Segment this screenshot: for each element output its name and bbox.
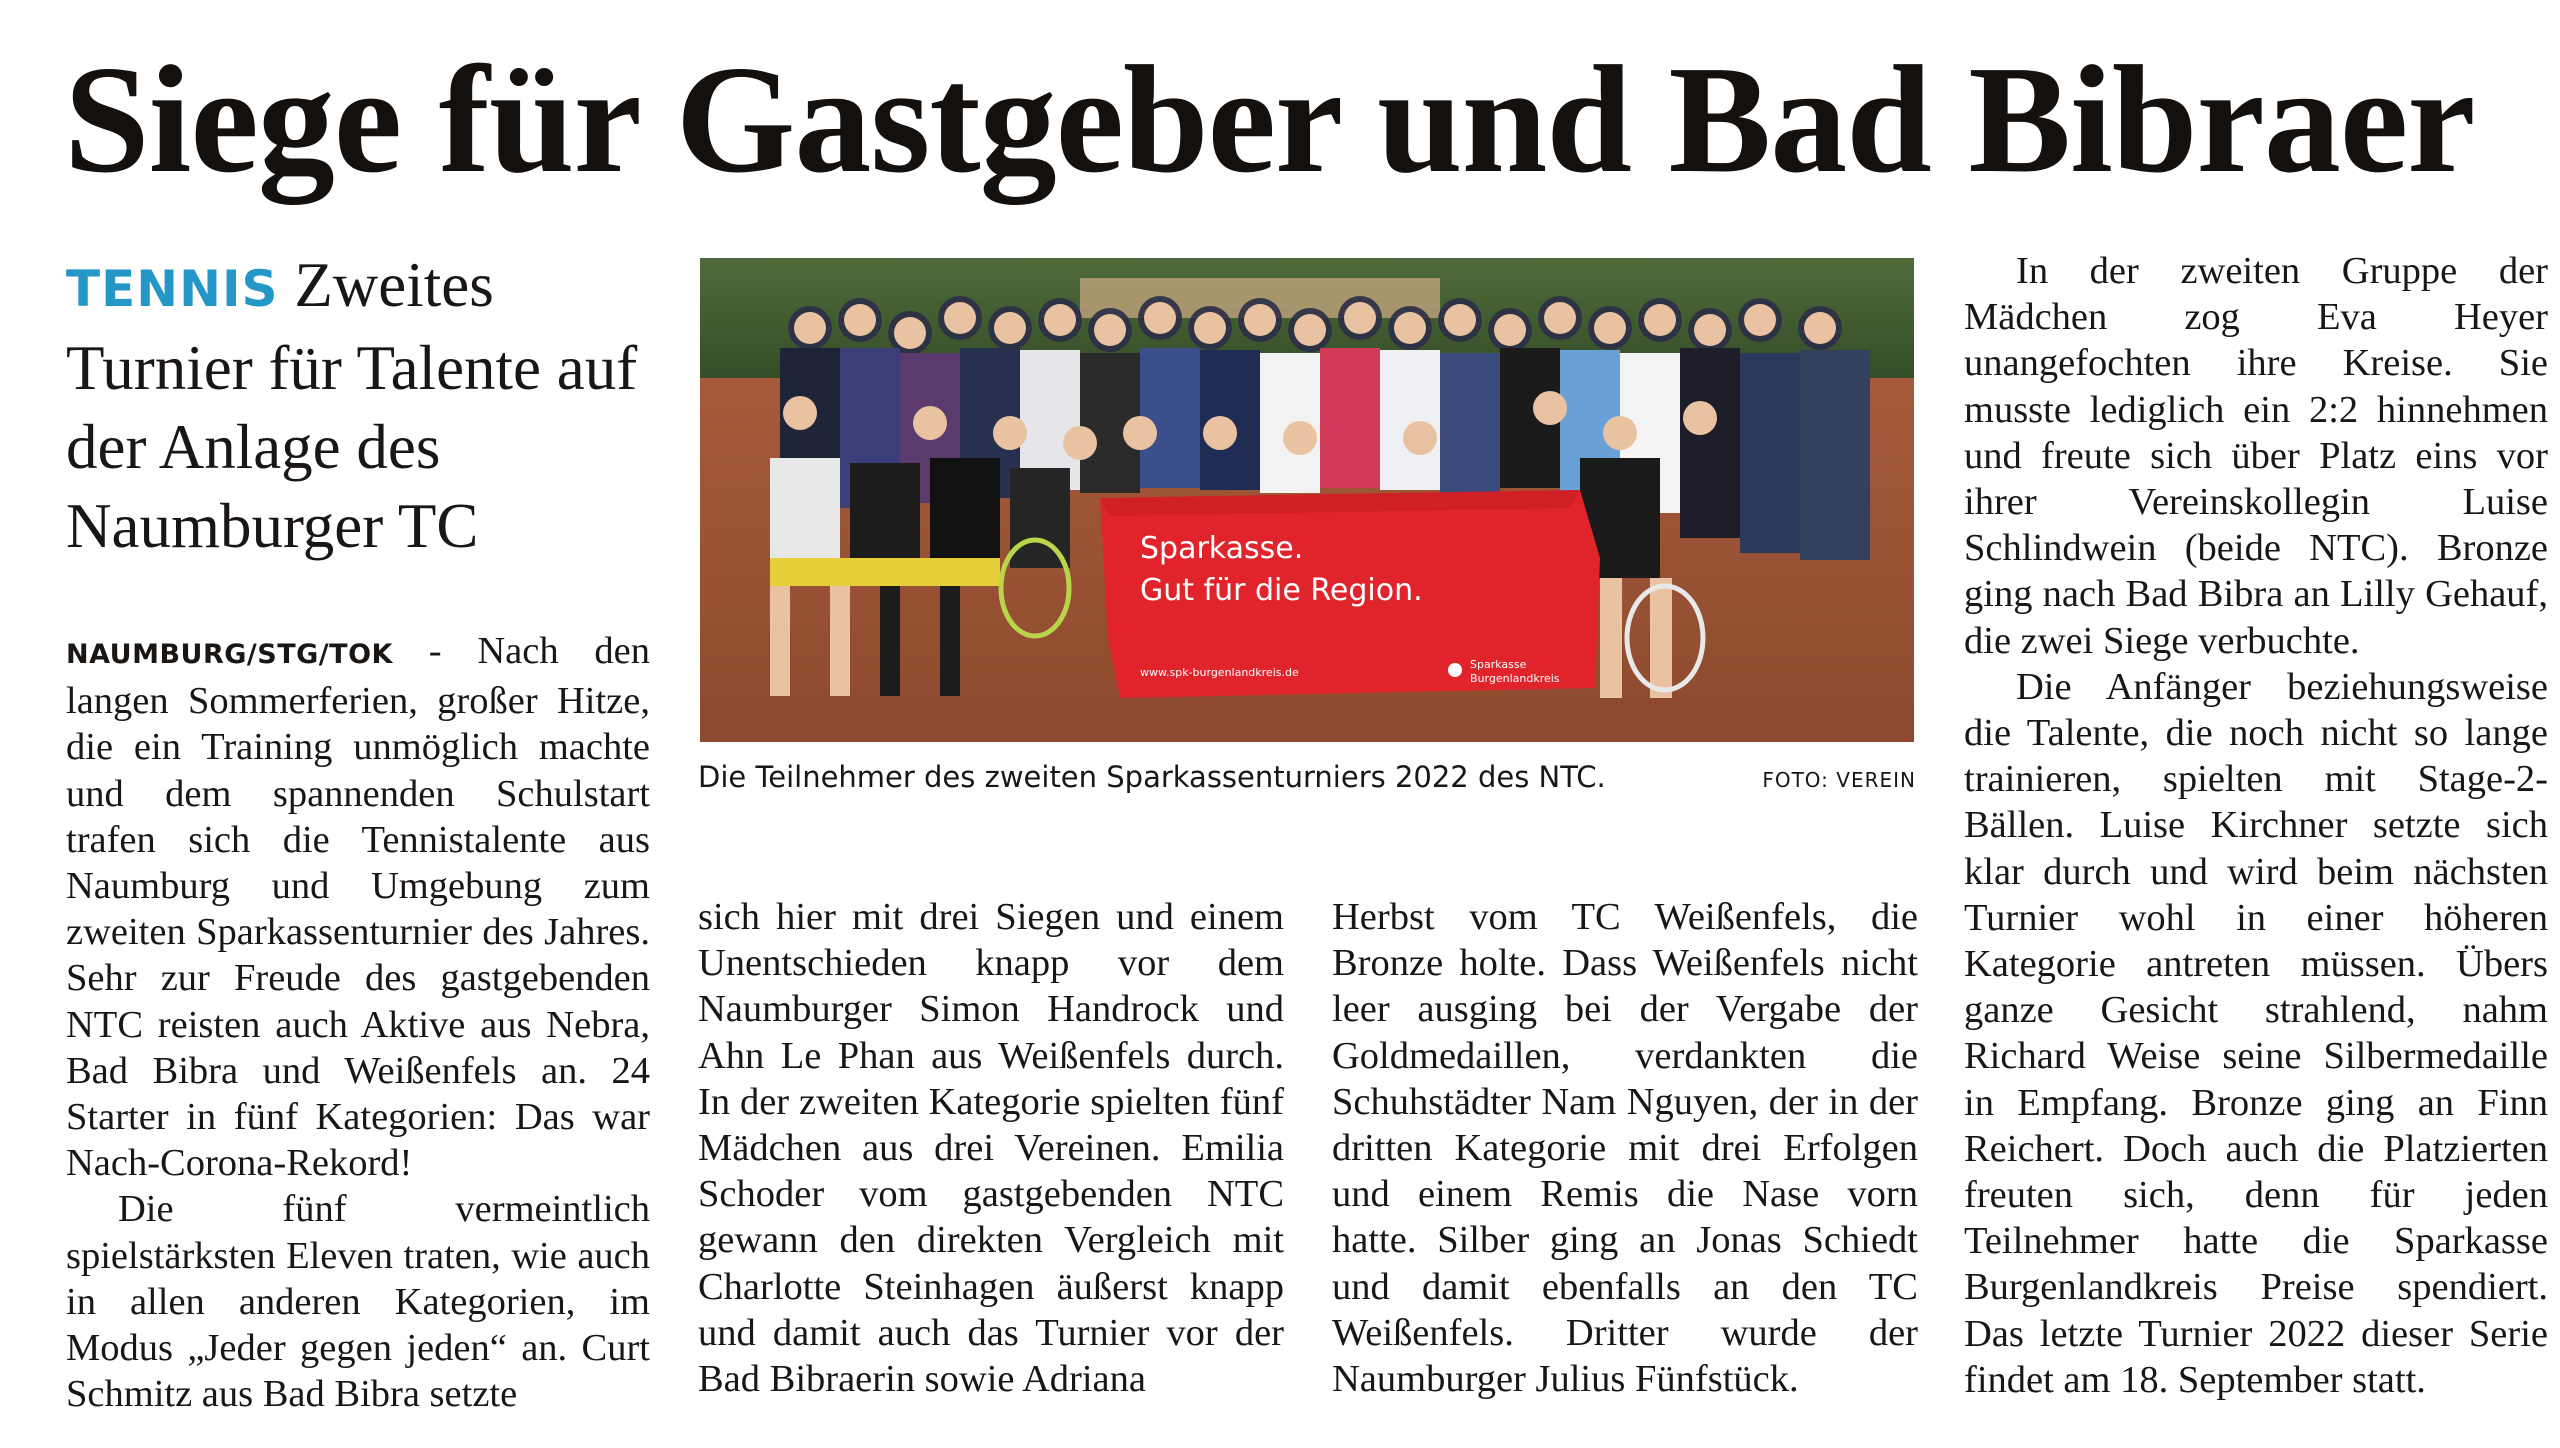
article-column-4 [1964,248,2548,1403]
col4-paragraph-2: Die Anfänger beziehungsweise die Talente, die noch nicht so lange trainieren, spielten mit Stage-2-Bällen. Luise Kirchner setzte sich klar durch und wird beim nächsten Turnier wohl in einer höheren Kategorie antreten müssen. Übers ganze Gesicht strahlend, nahm Richard Weise seine Silbermedaille in Empfang. Bronze ging an Finn Reichert. Doch auch die Platzierten freuten sich, denn für jeden Teilnehmer hatte die Sparkasse Burgenlandkreis Preise spendiert. Das letzte Turnier 2022 dieser Serie findet am 18. September statt. [1964,665,2548,1401]
banner-url: www.spk-burgenlandkreis.de [1140,666,1299,679]
sparkasse-logo-icon [1448,663,1462,677]
col4-paragraph-1: In der zweiten Gruppe der Mädchen zog Eva Heyer unangefochten ihre Kreise. Sie musste lediglich ein 2:2 hinnehmen und freute sich über Platz eins vor ihrer Vereinskollegin Luise Schlindwein (beide NTC). Bronze ging nach Bad Bibra an Lilly Gehauf, die zwei Siege verbuchte. [1964,250,2548,662]
banner-logo-line-1: Sparkasse [1470,658,1527,671]
dateline: NAUMBURG/STG/TOK [66,639,393,670]
article-column-2 [698,894,1284,1402]
banner-logo-line-2: Burgenlandkreis [1470,672,1560,685]
headline: Siege für Gastgeber und Bad Bibraer [64,35,2475,205]
photo-credit: FOTO: VEREIN [1762,768,1916,792]
team-photo [700,258,1914,742]
col1-paragraph-1: - Nach den langen Sommerferien, großer Hitze, die ein Training unmöglich machte und dem spannenden Schulstart trafen sich die Tennistalente aus Naumburg und Umgebung zum zweiten Sparkassenturnier des Jahres. Sehr zur Freude des gastgebenden NTC reisten auch Aktive aus Nebra, Bad Bibra und Weißenfels an. 24 Starter in fünf Kategorien: Das war Nach-Corona-Rekord! [66,630,650,1185]
article-column-1 [66,628,650,1417]
banner-line-2: Gut für die Region. [1140,573,1423,608]
subhead-text: Zweites Turnier für Talente auf der Anlage des Naumburger TC [66,250,638,561]
photo-caption: Die Teilnehmer des zweiten Sparkassenturniers 2022 des NTC. [698,760,1606,794]
team-photo-illustration [700,258,1914,742]
photo-caption-row [698,760,1916,794]
subheadline [66,246,666,566]
banner-line-1: Sparkasse. [1140,531,1304,566]
sparkasse-banner [1100,490,1600,698]
kicker-tennis: TENNIS [66,260,279,318]
col3-paragraph: Herbst vom TC Weißenfels, die Bronze holte. Dass Weißenfels nicht leer ausging bei der Vergabe der Goldmedaillen, verdankten die Schuhstädter Nam Nguyen, der in der dritten Kategorie mit drei Erfolgen und einem Remis die Nase vorn hatte. Silber ging an Jonas Schiedt und damit ebenfalls an den TC Weißenfels. Dritter wurde der Naumburger Julius Fünfstück. [1332,896,1918,1401]
col2-paragraph: sich hier mit drei Siegen und einem Unentschieden knapp vor dem Naumburger Simon Handrock und Ahn Le Phan aus Weißenfels durch. In der zweiten Kategorie spielten fünf Mädchen aus drei Vereinen. Emilia Schoder vom gastgebenden NTC gewann den direkten Vergleich mit Charlotte Steinhagen äußerst knapp und damit auch das Turnier vor der Bad Bibraerin sowie Adriana [698,896,1284,1401]
col1-paragraph-2: Die fünf vermeintlich spielstärksten Eleven traten, wie auch in allen anderen Kategorien, im Modus „Jeder gegen jeden“ an. Curt Schmitz aus Bad Bibra setzte [66,1188,650,1416]
article-column-3 [1332,894,1918,1402]
